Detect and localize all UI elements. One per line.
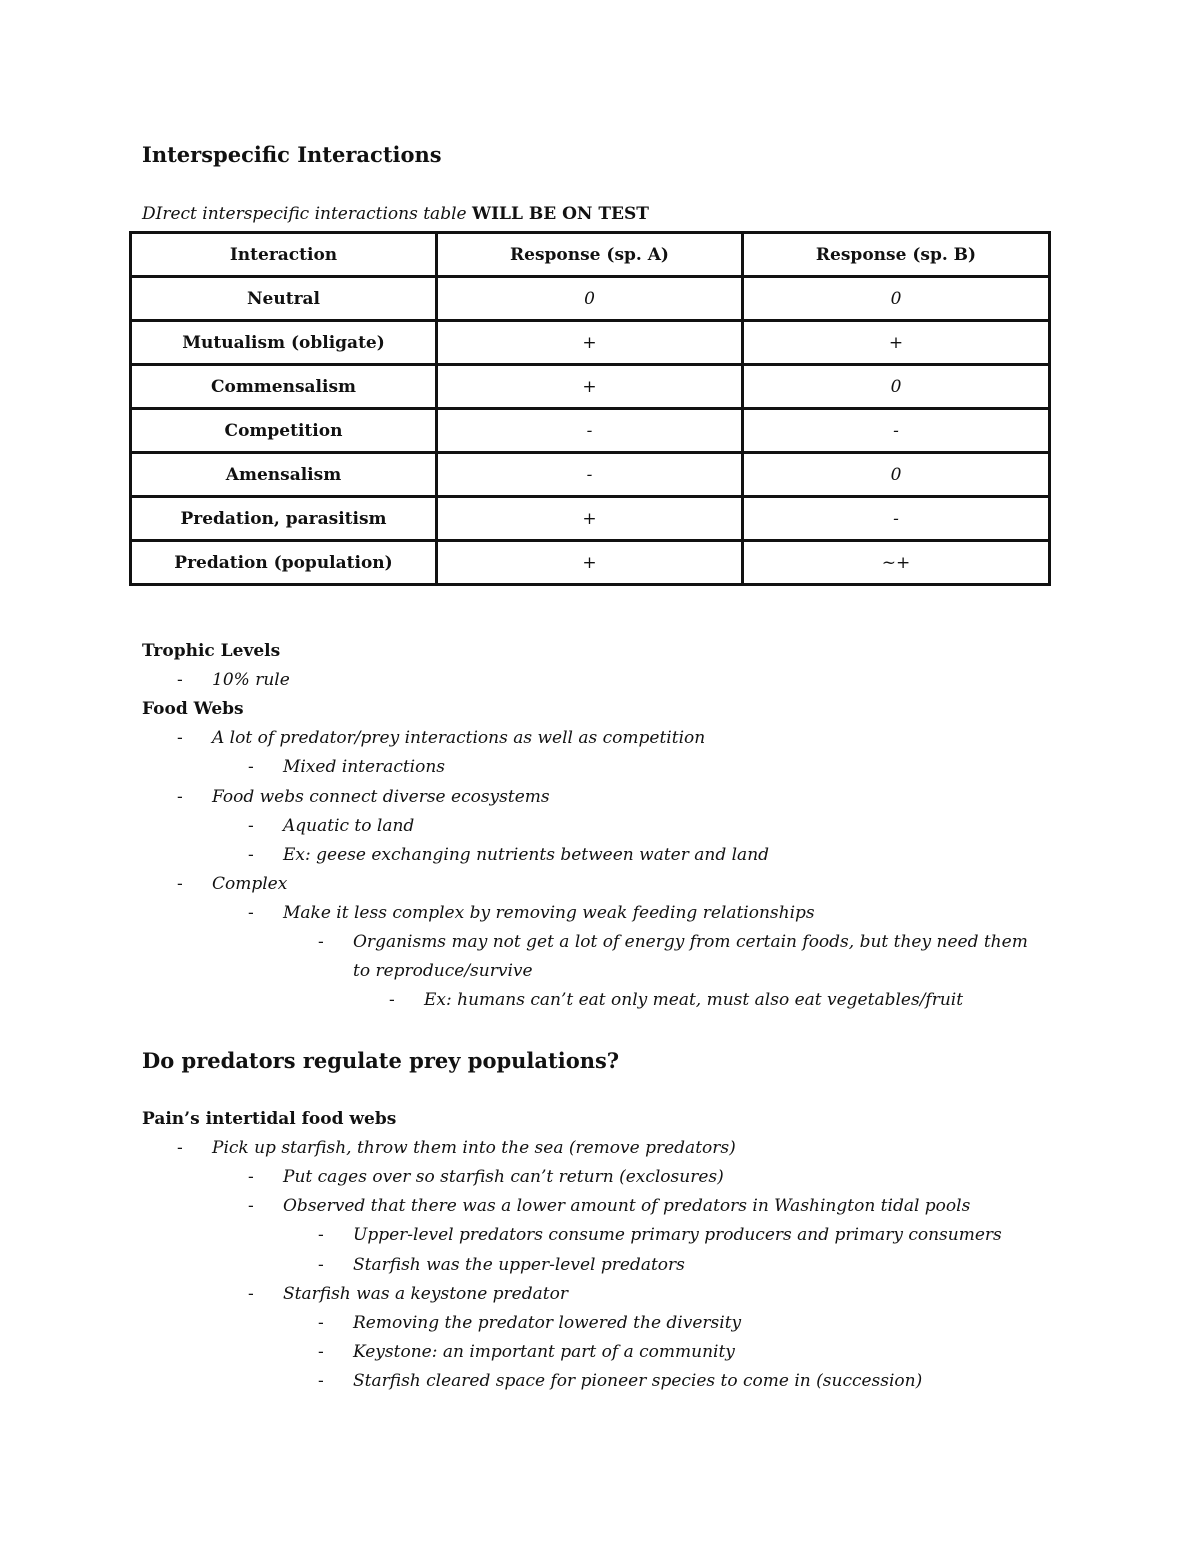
bullet-dash: - bbox=[177, 786, 183, 807]
column-header: Interaction bbox=[131, 233, 437, 277]
interaction-name: Amensalism bbox=[131, 453, 437, 497]
list-item: Pick up starfish, throw them into the sea (remove predators) bbox=[212, 1138, 736, 1159]
response-species-a: - bbox=[437, 453, 743, 497]
interaction-name: Predation (population) bbox=[131, 541, 437, 585]
list-item: A lot of predator/prey interactions as well as competition bbox=[212, 728, 706, 749]
table-row bbox=[131, 365, 1050, 409]
section-title: Do predators regulate prey populations? bbox=[142, 1048, 620, 1073]
list-item: Organisms may not get a lot of energy from certain foods, but they need them bbox=[353, 932, 1028, 952]
response-species-a: 0 bbox=[437, 277, 743, 321]
table-row bbox=[131, 321, 1050, 365]
table-intro bbox=[142, 204, 649, 224]
response-species-a: + bbox=[437, 541, 743, 585]
list-item: Ex: humans can’t eat only meat, must also eat vegetables/fruit bbox=[424, 990, 964, 1011]
bullet-dash: - bbox=[248, 815, 254, 836]
table-row bbox=[131, 453, 1050, 497]
note-heading: Food Webs bbox=[142, 699, 244, 720]
bullet-dash: - bbox=[248, 757, 254, 778]
list-item: Put cages over so starfish can’t return (exclosures) bbox=[283, 1167, 724, 1188]
list-item: to reproduce/survive bbox=[353, 961, 533, 982]
response-species-b: 0 bbox=[743, 453, 1050, 497]
response-species-b: ~+ bbox=[743, 541, 1050, 585]
response-species-b: 0 bbox=[743, 277, 1050, 321]
bullet-dash: - bbox=[177, 873, 183, 894]
table-row bbox=[131, 409, 1050, 453]
bullet-dash: - bbox=[177, 728, 183, 749]
bullet-dash: - bbox=[177, 670, 183, 691]
bullet-dash: - bbox=[248, 1196, 254, 1217]
list-item: Make it less complex by removing weak feeding relationships bbox=[283, 902, 815, 923]
list-item: Aquatic to land bbox=[283, 815, 415, 836]
table-row bbox=[131, 541, 1050, 585]
intro-italic: DIrect interspecific interactions table bbox=[142, 204, 467, 224]
response-species-b: 0 bbox=[743, 365, 1050, 409]
bullet-dash: - bbox=[248, 844, 254, 865]
interaction-name: Competition bbox=[131, 409, 437, 453]
table-row bbox=[131, 277, 1050, 321]
bullet-dash: - bbox=[318, 1225, 324, 1246]
response-species-b: - bbox=[743, 409, 1050, 453]
response-species-a: - bbox=[437, 409, 743, 453]
bullet-dash: - bbox=[318, 932, 324, 952]
column-header: Response (sp. A) bbox=[437, 233, 743, 277]
list-item: Removing the predator lowered the diversity bbox=[353, 1312, 742, 1333]
bullet-dash: - bbox=[177, 1138, 183, 1159]
column-header: Response (sp. B) bbox=[743, 233, 1050, 277]
bullet-dash: - bbox=[389, 990, 395, 1011]
response-species-a: + bbox=[437, 497, 743, 541]
list-item: Keystone: an important part of a community bbox=[353, 1341, 735, 1362]
bullet-dash: - bbox=[248, 1167, 254, 1188]
interactions-table bbox=[129, 231, 1051, 586]
interaction-name: Commensalism bbox=[131, 365, 437, 409]
list-item: Mixed interactions bbox=[283, 757, 446, 778]
bullet-dash: - bbox=[318, 1370, 324, 1391]
response-species-b: + bbox=[743, 321, 1050, 365]
bullet-dash: - bbox=[318, 1341, 324, 1362]
response-species-a: + bbox=[437, 365, 743, 409]
bullet-dash: - bbox=[318, 1312, 324, 1333]
interaction-name: Mutualism (obligate) bbox=[131, 321, 437, 365]
note-heading: Trophic Levels bbox=[142, 641, 281, 661]
bullet-dash: - bbox=[248, 1283, 254, 1304]
list-item: Food webs connect diverse ecosystems bbox=[212, 786, 550, 807]
page-title: Interspecific Interactions bbox=[142, 142, 442, 167]
response-species-a: + bbox=[437, 321, 743, 365]
list-item: Observed that there was a lower amount of predators in Washington tidal pools bbox=[283, 1196, 971, 1217]
list-item: Starfish was the upper-level predators bbox=[353, 1254, 685, 1275]
list-item: 10% rule bbox=[212, 670, 290, 691]
interaction-name: Neutral bbox=[131, 277, 437, 321]
list-item: Starfish was a keystone predator bbox=[283, 1283, 568, 1304]
list-item: Ex: geese exchanging nutrients between water and land bbox=[283, 844, 770, 865]
response-species-b: - bbox=[743, 497, 1050, 541]
table-header-row bbox=[131, 233, 1050, 277]
bullet-dash: - bbox=[248, 902, 254, 923]
list-item: Complex bbox=[212, 873, 288, 894]
list-item: Upper-level predators consume primary producers and primary consumers bbox=[353, 1225, 1002, 1246]
intro-bold: WILL BE ON TEST bbox=[471, 204, 649, 224]
interaction-name: Predation, parasitism bbox=[131, 497, 437, 541]
note-heading: Pain’s intertidal food webs bbox=[142, 1109, 397, 1129]
table-row bbox=[131, 497, 1050, 541]
bullet-dash: - bbox=[318, 1254, 324, 1275]
list-item: Starfish cleared space for pioneer species to come in (succession) bbox=[353, 1370, 923, 1391]
